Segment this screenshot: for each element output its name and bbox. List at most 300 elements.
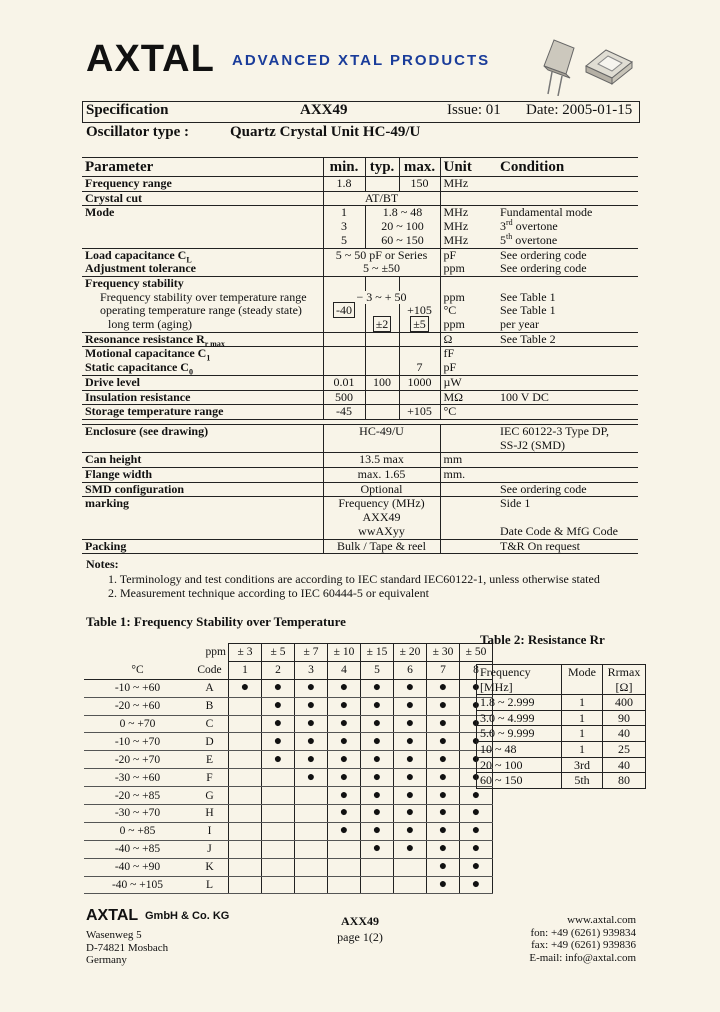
code-cell: J [191, 840, 229, 858]
availability-dot: ● [438, 751, 448, 767]
availability-dot: ● [339, 787, 349, 803]
table2-header-row [477, 665, 646, 695]
code-cell: C [191, 715, 229, 733]
cell-value: Optional [323, 482, 440, 497]
table-row [84, 876, 493, 894]
availability-dot: ● [306, 716, 316, 731]
temp-range: -10 ~ +60 [84, 679, 191, 697]
table1-title: Table 1: Frequency Stability over Temperature [86, 614, 346, 629]
row-label: Storage temperature range [82, 405, 323, 420]
cell-typ [365, 177, 399, 192]
freq-cell: 1.8 ~ 2.999 [477, 695, 562, 711]
availability-dot: ● [339, 698, 349, 714]
availability-dot: ● [438, 769, 448, 785]
freq-cell: 20 ~ 100 [477, 757, 562, 773]
temp-label: °C [84, 661, 191, 679]
temp-range: -40 ~ +105 [84, 876, 191, 894]
availability-dot: ● [405, 769, 415, 785]
availability-dot: ● [471, 698, 481, 714]
cell-cond: See Table 2 [492, 332, 638, 347]
cell-cond: Side 1 [492, 497, 638, 511]
code-cell: I [191, 822, 229, 840]
availability-dot: ● [405, 805, 415, 821]
availability-dot: ● [339, 823, 349, 839]
mode-cell: 1 [562, 741, 603, 757]
spec-label: Specification [86, 102, 169, 118]
cell-unit: mm. [440, 468, 492, 483]
cell-min [323, 318, 365, 332]
osc-type-label: Oscillator type : [86, 124, 190, 140]
availability-dot: ● [405, 787, 415, 803]
table-row [477, 710, 646, 726]
row-label: Static capacitance $C_0$ [85, 360, 193, 377]
cell-value: 1.8 ~ 48 [365, 206, 440, 220]
cell-typ: ±2 [365, 318, 399, 332]
cell-cond: Date Code & MfG Code [500, 523, 618, 538]
availability-dot: ● [405, 716, 415, 731]
availability-dot: ● [438, 841, 448, 857]
row-label: Flange width [82, 468, 323, 483]
availability-dot: ● [339, 769, 349, 785]
cell-max: +105 [399, 304, 440, 318]
rr-cell: 40 [603, 726, 646, 742]
availability-dot: ● [471, 805, 481, 821]
cell-unit: MΩ [440, 390, 492, 405]
cell-cond: See Table 1 [500, 289, 556, 304]
cell-unit: ppm [440, 262, 492, 276]
cell-cond: SS-J2 (SMD) [500, 437, 566, 452]
temp-range: 0 ~ +85 [84, 822, 191, 840]
cell-typ: 100 [365, 375, 399, 390]
col-header-param: Parameter [82, 158, 323, 177]
code-cell: D [191, 733, 229, 751]
cell-max: 150 [399, 177, 440, 192]
spec-part: AXX49 [300, 102, 348, 118]
rr-cell: 25 [603, 741, 646, 757]
cell-min: 0.01 [323, 375, 365, 390]
table-row [82, 424, 638, 438]
table-row [84, 715, 493, 733]
table-row [82, 482, 638, 497]
address-line: Wasenweg 5 [86, 929, 142, 941]
ppm-header: ± 15 [361, 644, 394, 662]
footer-phone: fon: +49 (6261) 939834 [530, 926, 636, 939]
table-row [82, 405, 638, 420]
availability-dot: ● [471, 716, 481, 731]
footer-center [300, 913, 420, 945]
availability-dot: ● [372, 698, 382, 714]
freq-cell: 60 ~ 150 [477, 773, 562, 789]
osc-type-value: Quartz Crystal Unit HC-49/U [230, 124, 421, 140]
cell-value: 60 ~ 150 [365, 234, 440, 248]
availability-dot: ● [438, 787, 448, 803]
temp-range: -40 ~ +85 [84, 840, 191, 858]
table-row [82, 511, 638, 525]
freq-cell: 10 ~ 48 [477, 741, 562, 757]
table-row [84, 679, 493, 697]
cell-unit: MHz [440, 206, 492, 220]
axtal-logo: AXTAL [86, 38, 215, 80]
cell-unit: Ω [440, 332, 492, 347]
cell-unit: ppm [440, 291, 492, 305]
table-row [84, 697, 493, 715]
col-number: 6 [394, 661, 427, 679]
row-label: Frequency range [82, 177, 323, 192]
cell-cond: T&R On request [492, 539, 638, 554]
cell-unit: pF [440, 361, 492, 375]
availability-dot: ● [372, 841, 382, 857]
cell-unit: MHz [440, 177, 492, 192]
cell-value: Bulk / Tape & reel [323, 539, 440, 554]
cell-min: 1 [323, 206, 365, 220]
ppm-header: ± 20 [394, 644, 427, 662]
cell-cond: See ordering code [500, 261, 587, 276]
availability-dot: ● [306, 698, 316, 714]
availability-dot: ● [405, 823, 415, 839]
temp-range: -30 ~ +60 [84, 769, 191, 787]
smd-crystal-icon [586, 50, 632, 84]
code-cell: A [191, 679, 229, 697]
table-row [82, 453, 638, 468]
availability-dot: ● [306, 751, 316, 767]
table-row [82, 304, 638, 318]
table-row [82, 248, 638, 262]
col-header-typ: typ. [365, 158, 399, 177]
availability-dot: ● [372, 805, 382, 821]
table-row [82, 291, 638, 305]
col-header-unit: Unit [440, 158, 492, 177]
row-label: Motional capacitance $C_1$ [82, 347, 323, 361]
availability-dot: ● [438, 716, 448, 731]
cell-unit: MHz [440, 234, 492, 248]
row-label: Insulation resistance [82, 390, 323, 405]
col-number: 2 [262, 661, 295, 679]
table-row [477, 726, 646, 742]
notes-title: Notes: [86, 557, 119, 571]
availability-dot: ● [372, 680, 382, 696]
rr-cell: 400 [603, 695, 646, 711]
availability-dot: ● [471, 769, 481, 785]
col-number: 3 [295, 661, 328, 679]
table2-title: Table 2: Resistance Rr [480, 632, 605, 647]
mode-cell: 1 [562, 710, 603, 726]
availability-dot: ● [372, 787, 382, 803]
table-row [82, 318, 638, 332]
notes [86, 557, 600, 601]
mode-cell: 1 [562, 695, 603, 711]
availability-dot: ● [273, 698, 283, 714]
availability-dot: ● [405, 733, 415, 749]
availability-dot: ● [471, 823, 481, 839]
table-row [84, 858, 493, 876]
table-row [84, 751, 493, 769]
note-item: 2. Measurement technique according to IEC 60444-5 or equivalent [108, 586, 429, 600]
col-header-rr: Rrmax [Ω] [603, 665, 646, 695]
availability-dot: ● [306, 769, 316, 785]
footer-contact [500, 914, 636, 964]
ppm-header-row [84, 644, 493, 662]
cell-unit: mm [440, 453, 492, 468]
table-row [84, 787, 493, 805]
availability-dot: ● [372, 769, 382, 785]
row-label: SMD configuration [82, 482, 323, 497]
availability-dot: ● [471, 680, 481, 696]
code-cell: K [191, 858, 229, 876]
code-cell: F [191, 769, 229, 787]
table-row [477, 695, 646, 711]
cell-max: +105 [399, 405, 440, 420]
code-cell: L [191, 876, 229, 894]
cell-min: 500 [323, 390, 365, 405]
footer-part: AXX49 [341, 914, 379, 928]
cell-unit: pF [440, 248, 492, 262]
table-row [84, 822, 493, 840]
cell-min: -45 [323, 405, 365, 420]
col-header-min: min. [323, 158, 365, 177]
availability-dot: ● [273, 751, 283, 767]
table-header-row [82, 158, 638, 177]
table-row [82, 361, 638, 375]
temp-range: 0 ~ +70 [84, 715, 191, 733]
table-row [82, 390, 638, 405]
mode-cell: 1 [562, 726, 603, 742]
row-label: marking [82, 497, 323, 511]
temp-range: -10 ~ +70 [84, 733, 191, 751]
availability-dot: ● [405, 680, 415, 696]
availability-dot: ● [471, 787, 481, 803]
availability-dot: ● [372, 733, 382, 749]
availability-dot: ● [339, 680, 349, 696]
table-row [477, 773, 646, 789]
cell-cond: 3rd overtone [500, 218, 558, 234]
cell-cond [492, 191, 638, 206]
availability-dot: ● [438, 805, 448, 821]
table-row [82, 262, 638, 276]
availability-dot: ● [438, 859, 448, 875]
row-label: Load capacitance $C_L$ [82, 248, 323, 262]
availability-dot: ● [438, 877, 448, 893]
freq-cell: 5.0 ~ 9.999 [477, 726, 562, 742]
availability-dot: ● [372, 751, 382, 767]
cell-max: 1000 [399, 375, 440, 390]
table-row [82, 525, 638, 539]
cell-value: 5 ~ ±50 [323, 262, 440, 276]
cell-max: ±5 [399, 318, 440, 332]
temp-range: -20 ~ +70 [84, 751, 191, 769]
cell-cond: See Table 1 [500, 303, 556, 318]
availability-dot: ● [339, 805, 349, 821]
code-header-row [84, 661, 493, 679]
rr-cell: 40 [603, 757, 646, 773]
cell-cond: See ordering code [492, 482, 638, 497]
availability-dot: ● [372, 716, 382, 731]
cell-value: max. 1.65 [323, 468, 440, 483]
table-row [84, 769, 493, 787]
availability-dot: ● [471, 751, 481, 767]
row-label: Frequency stability [82, 276, 323, 290]
code-cell: G [191, 787, 229, 805]
table-row [84, 840, 493, 858]
table-row [477, 741, 646, 757]
availability-dot: ● [405, 698, 415, 714]
crystal-product-image [528, 36, 648, 96]
spec-issue: Issue: 01 [447, 102, 501, 118]
table-row [82, 439, 638, 453]
availability-dot: ● [273, 733, 283, 749]
rr-cell: 80 [603, 773, 646, 789]
table-row [82, 177, 638, 192]
row-label: long term (aging) [108, 317, 192, 332]
availability-dot: ● [438, 680, 448, 696]
row-label: Can height [82, 453, 323, 468]
note-item: 1. Terminology and test conditions are according to IEC standard IEC60122-1, unless otherwise stated [108, 571, 600, 586]
availability-dot: ● [438, 698, 448, 714]
rr-cell: 90 [603, 710, 646, 726]
col-number: 1 [229, 661, 262, 679]
table-row [82, 375, 638, 390]
availability-dot: ● [339, 733, 349, 749]
cell-value: 20 ~ 100 [365, 220, 440, 234]
col-header-freq: Frequency [MHz] [477, 665, 562, 695]
cell-cond: IEC 60122-3 Type DP, [492, 424, 638, 438]
availability-dot: ● [339, 716, 349, 731]
footer-website[interactable]: www.axtal.com [567, 914, 636, 926]
availability-dot: ● [471, 859, 481, 875]
availability-dot: ● [273, 716, 283, 731]
footer-logo: AXTAL [86, 907, 139, 924]
table-row [82, 347, 638, 361]
ppm-header: ± 10 [328, 644, 361, 662]
availability-dot: ● [438, 733, 448, 749]
cell-max: 7 [399, 361, 440, 375]
table-row [82, 276, 638, 290]
table-row [82, 468, 638, 483]
address-line: D-74821 Mosbach [86, 941, 169, 954]
cell-value: Frequency (MHz) [323, 497, 440, 511]
col-header-cond: Condition [492, 158, 638, 177]
hc49-crystal-icon [544, 40, 574, 96]
cell-cond: per year [500, 317, 539, 332]
table-row [82, 191, 638, 206]
stability-table [84, 643, 493, 894]
table-row [84, 805, 493, 823]
row-label: Mode [82, 206, 323, 220]
table-row [82, 332, 638, 347]
row-label: Packing [82, 539, 323, 554]
table-row [82, 206, 638, 220]
availability-dot: ● [405, 841, 415, 857]
temp-range: -30 ~ +70 [84, 805, 191, 823]
temp-range: -20 ~ +60 [84, 697, 191, 715]
table-row [82, 539, 638, 554]
table-row [82, 497, 638, 511]
spec-date: Date: 2005-01-15 [526, 102, 633, 118]
cell-value: 13.5 max [323, 453, 440, 468]
cell-value: 5 ~ 50 pF or Series [323, 248, 440, 262]
mode-cell: 3rd [562, 757, 603, 773]
cell-min: 5 [323, 234, 365, 248]
availability-dot: ● [471, 733, 481, 749]
cell-cond [492, 177, 638, 192]
cell-unit: µW [440, 375, 492, 390]
row-label: Drive level [82, 375, 323, 390]
code-label: Code [191, 661, 229, 679]
table-row [477, 757, 646, 773]
availability-dot: ● [438, 823, 448, 839]
cell-value: AXX49 [323, 511, 440, 525]
cell-value: HC-49/U [323, 424, 440, 438]
row-label: Resonance resistance $R_{r max}$ [82, 332, 323, 347]
availability-dot: ● [240, 680, 250, 696]
cell-min: 1.8 [323, 177, 365, 192]
cell-min: 3 [323, 220, 365, 234]
cell-unit: ppm [440, 318, 492, 332]
ppm-header: ± 7 [295, 644, 328, 662]
footer-email[interactable]: E-mail: info@axtal.com [529, 951, 636, 964]
footer-address [86, 929, 168, 967]
resistance-table [476, 664, 646, 789]
table-row [84, 733, 493, 751]
cell-unit: °C [440, 304, 492, 318]
ppm-header: ± 50 [460, 644, 493, 662]
temp-range: -20 ~ +85 [84, 787, 191, 805]
code-cell: E [191, 751, 229, 769]
availability-dot: ● [306, 680, 316, 696]
col-number: 8 [460, 661, 493, 679]
code-cell: H [191, 805, 229, 823]
spec-table [82, 157, 638, 554]
cell-unit: MHz [440, 220, 492, 234]
availability-dot: ● [471, 841, 481, 857]
table-row [82, 220, 638, 234]
footer-fax: fax: +49 (6261) 939836 [531, 939, 636, 952]
availability-dot: ● [405, 751, 415, 767]
cell-unit: fF [440, 347, 492, 361]
ppm-header: ± 5 [262, 644, 295, 662]
cell-value: wwAXyy [323, 525, 440, 539]
availability-dot: ● [471, 877, 481, 893]
cell-value: − 3 ~ + 50 [323, 291, 440, 305]
mode-cell: 5th [562, 773, 603, 789]
row-label: operating temperature range (steady state) [100, 303, 302, 318]
cell-cond: 100 V DC [492, 390, 638, 405]
col-number: 5 [361, 661, 394, 679]
row-label: Adjustment tolerance [85, 261, 196, 276]
availability-dot: ● [273, 680, 283, 696]
ppm-label: ppm [191, 644, 229, 662]
freq-cell: 3.0 ~ 4.999 [477, 710, 562, 726]
col-header-max: max. [399, 158, 440, 177]
cell-cond: See ordering code [492, 248, 638, 262]
row-label: Enclosure (see drawing) [82, 424, 323, 438]
footer-company: GmbH & Co. KG [145, 910, 230, 922]
cell-unit [440, 191, 492, 206]
ppm-header: ± 3 [229, 644, 262, 662]
availability-dot: ● [372, 823, 382, 839]
availability-dot: ● [339, 751, 349, 767]
cell-unit: °C [440, 405, 492, 420]
code-cell: B [191, 697, 229, 715]
col-number: 7 [427, 661, 460, 679]
tagline: ADVANCED XTAL PRODUCTS [232, 52, 491, 69]
temp-range: -40 ~ +90 [84, 858, 191, 876]
row-label: Crystal cut [82, 191, 323, 206]
cell-cond: 5th overtone [500, 231, 558, 247]
col-header-mode: Mode [562, 665, 603, 695]
ppm-header: ± 30 [427, 644, 460, 662]
address-line: Germany [86, 954, 127, 967]
row-label: Frequency stability over temperature range [100, 289, 307, 304]
